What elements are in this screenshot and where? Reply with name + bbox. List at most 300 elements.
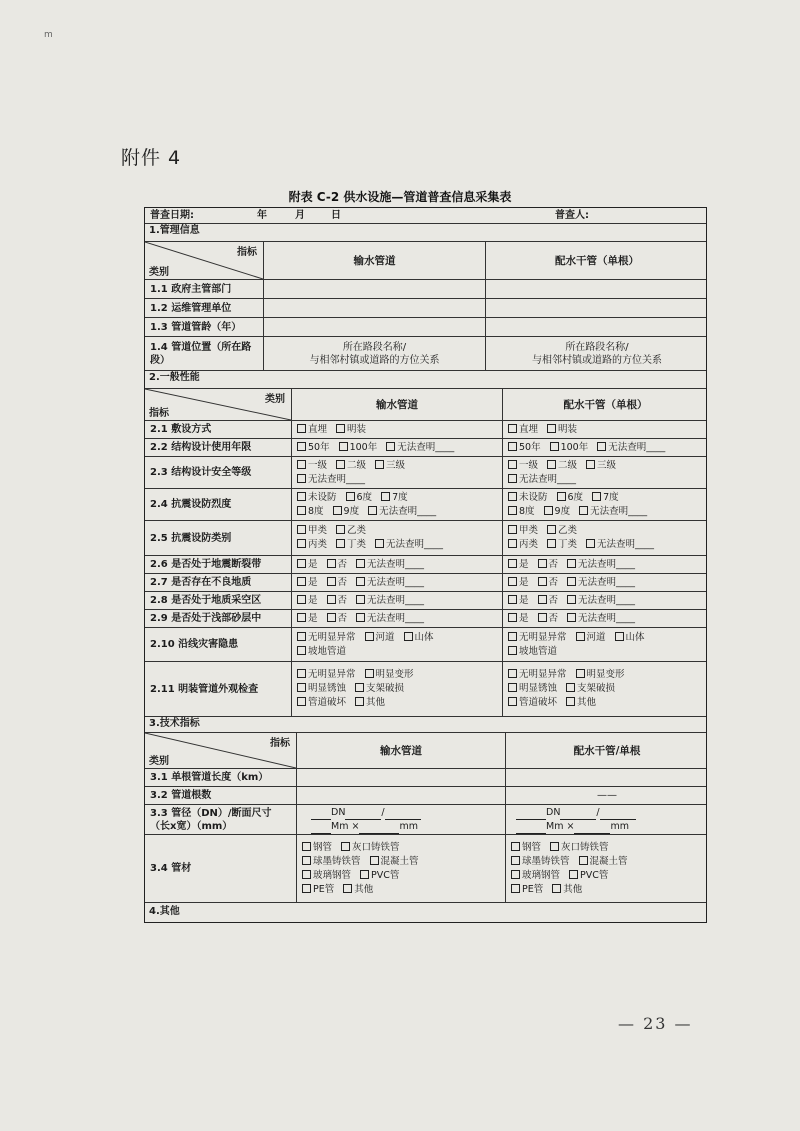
checkbox-icon[interactable] — [302, 870, 311, 879]
mm-unit: mm — [399, 820, 418, 832]
checkbox-option[interactable] — [404, 631, 434, 645]
checkbox-icon[interactable] — [327, 559, 336, 568]
checkbox-icon[interactable] — [508, 669, 517, 678]
checkbox-option[interactable] — [339, 441, 378, 455]
checkbox-label: 9度 — [343, 505, 360, 517]
form-title: 附表 C-2 供水设施—管道普查信息采集表 — [288, 190, 512, 204]
checkbox-option[interactable] — [356, 612, 424, 626]
checkbox-option[interactable] — [508, 558, 529, 572]
checkbox-option[interactable] — [567, 594, 635, 608]
form-header-row — [145, 208, 706, 224]
checkbox-label: 支架破损 — [366, 683, 405, 694]
checkbox-icon[interactable] — [355, 697, 364, 706]
dn-label: DN — [546, 806, 561, 818]
checkbox-option[interactable] — [508, 423, 538, 437]
col-b-header: 配水干管/单根 — [505, 733, 708, 768]
checkbox-label: 无明显异常 — [308, 669, 356, 680]
checkbox-option[interactable] — [511, 841, 541, 855]
checkbox-icon[interactable] — [547, 424, 556, 433]
checkbox-option[interactable] — [365, 668, 414, 682]
checkbox-icon[interactable] — [576, 632, 585, 641]
checkbox-option[interactable] — [370, 855, 419, 869]
checkbox-label: 是 — [519, 576, 529, 588]
checkbox-label: PVC管 — [371, 869, 400, 881]
corner-bottom-label: 类别 — [149, 756, 169, 767]
checkbox-label: 是 — [519, 612, 529, 624]
checkbox-icon[interactable] — [297, 559, 306, 568]
checkbox-label: 管道破坏 — [519, 697, 558, 708]
checkbox-label: 二级 — [347, 459, 367, 471]
checkbox-option[interactable] — [375, 459, 405, 473]
checkbox-icon[interactable] — [327, 595, 336, 604]
table-row — [145, 628, 706, 662]
table-row — [145, 439, 706, 457]
checkbox-icon[interactable] — [356, 559, 365, 568]
checkbox-icon[interactable] — [557, 492, 566, 501]
checkbox-icon[interactable] — [508, 442, 517, 451]
section-2-header — [145, 389, 706, 421]
checkbox-icon[interactable] — [567, 595, 576, 604]
checkbox-option[interactable] — [544, 505, 571, 519]
table-row — [145, 805, 706, 835]
checkbox-option[interactable] — [586, 459, 616, 473]
checkbox-label: 是 — [308, 594, 318, 606]
corner-top-label: 指标 — [270, 738, 290, 749]
checkbox-icon[interactable] — [370, 856, 379, 865]
checkbox-label: 甲类 — [308, 525, 328, 536]
checkbox-label: 三级 — [597, 459, 617, 471]
checkbox-option[interactable] — [356, 558, 424, 572]
checkbox-icon[interactable] — [375, 539, 384, 548]
checkbox-icon[interactable] — [538, 577, 547, 586]
checkbox-icon[interactable] — [511, 856, 520, 865]
table-row — [145, 337, 706, 371]
checkbox-icon[interactable] — [297, 632, 306, 641]
options-cell-b — [502, 489, 708, 520]
checkbox-icon[interactable] — [538, 595, 547, 604]
checkbox-icon[interactable] — [511, 870, 520, 879]
checkbox-option[interactable] — [508, 631, 567, 645]
checkbox-option[interactable] — [333, 505, 360, 519]
table-row — [145, 299, 706, 318]
checkbox-icon[interactable] — [592, 492, 601, 501]
checkbox-option[interactable] — [508, 668, 567, 682]
checkbox-option[interactable] — [297, 612, 318, 626]
checkbox-option[interactable] — [552, 883, 582, 897]
checkbox-option[interactable] — [550, 841, 609, 855]
slash-label: / — [596, 806, 600, 818]
section-2-title-text: 2.一般性能 — [149, 372, 200, 383]
checkbox-icon[interactable] — [297, 683, 306, 692]
checkbox-icon[interactable] — [544, 506, 553, 515]
checkbox-icon[interactable] — [375, 460, 384, 469]
checkbox-option[interactable] — [297, 696, 346, 710]
checkbox-option[interactable] — [567, 558, 635, 572]
checkbox-icon[interactable] — [297, 424, 306, 433]
checkbox-option[interactable] — [566, 682, 615, 696]
checkbox-option[interactable] — [557, 491, 584, 505]
checkbox-icon[interactable] — [336, 539, 345, 548]
checkbox-option[interactable] — [297, 524, 327, 538]
material-cell-b — [505, 835, 708, 902]
checkbox-icon[interactable] — [404, 632, 413, 641]
checkbox-icon[interactable] — [297, 669, 306, 678]
checkbox-icon[interactable] — [336, 525, 345, 534]
checkbox-option[interactable] — [336, 538, 366, 552]
checkbox-icon[interactable] — [365, 632, 374, 641]
checkbox-icon[interactable] — [569, 870, 578, 879]
checkbox-label: 一级 — [519, 459, 539, 471]
checkbox-option[interactable] — [508, 576, 529, 590]
checkbox-option[interactable] — [586, 538, 654, 552]
row-label: 1.3 管道管龄（年） — [150, 321, 242, 333]
checkbox-option[interactable] — [569, 869, 608, 883]
options-cell-a — [291, 610, 502, 627]
checkbox-option[interactable] — [302, 869, 351, 883]
checkbox-label: 100年 — [560, 441, 589, 453]
checkbox-label: 丙类 — [308, 539, 328, 550]
input-cell-b[interactable] — [485, 280, 708, 298]
checkbox-icon[interactable] — [297, 506, 306, 515]
checkbox-option[interactable] — [538, 558, 559, 572]
row-label: 2.1 敷设方式 — [150, 424, 212, 435]
checkbox-icon[interactable] — [297, 442, 306, 451]
section-3-title — [145, 717, 706, 733]
dn-label: DN — [331, 806, 346, 818]
table-row — [145, 318, 706, 337]
row-label: 2.6 是否处于地震断裂带 — [150, 559, 262, 570]
checkbox-option[interactable] — [576, 631, 606, 645]
row-label: 2.4 抗震设防烈度 — [150, 499, 232, 510]
checkbox-icon[interactable] — [566, 697, 575, 706]
checkbox-option[interactable] — [302, 855, 361, 869]
col-b-header: 配水干管（单根） — [485, 242, 708, 279]
checkbox-icon[interactable] — [386, 442, 395, 451]
checkbox-icon[interactable] — [339, 442, 348, 451]
checkbox-icon[interactable] — [508, 474, 517, 483]
input-cell-b[interactable] — [505, 769, 708, 786]
material-cell-a — [296, 835, 505, 902]
input-cell-a[interactable] — [263, 318, 485, 336]
checkbox-option[interactable] — [508, 473, 576, 487]
options-cell-a — [291, 574, 502, 591]
checkbox-option[interactable] — [297, 491, 337, 505]
checkbox-option[interactable] — [386, 441, 454, 455]
checkbox-label: 三级 — [386, 459, 406, 471]
checkbox-option[interactable] — [327, 594, 348, 608]
checkbox-icon[interactable] — [567, 577, 576, 586]
checkbox-icon[interactable] — [547, 525, 556, 534]
checkbox-icon[interactable] — [511, 884, 520, 893]
checkbox-icon[interactable] — [346, 492, 355, 501]
checkbox-label: PE管 — [313, 883, 335, 895]
checkbox-option[interactable] — [508, 645, 557, 659]
checkbox-icon[interactable] — [356, 613, 365, 622]
checkbox-icon[interactable] — [552, 884, 561, 893]
checkbox-option[interactable] — [567, 576, 635, 590]
checkbox-label: 无明显异常 — [519, 631, 567, 643]
checkbox-option[interactable] — [297, 505, 324, 519]
checkbox-option[interactable] — [336, 524, 366, 538]
checkbox-option[interactable] — [511, 869, 560, 883]
checkbox-icon[interactable] — [508, 424, 517, 433]
checkbox-icon[interactable] — [508, 460, 517, 469]
checkbox-option[interactable] — [297, 459, 327, 473]
checkbox-icon[interactable] — [586, 539, 595, 548]
checkbox-option[interactable] — [538, 576, 559, 590]
checkbox-icon[interactable] — [333, 506, 342, 515]
checkbox-icon[interactable] — [511, 842, 520, 851]
checkbox-option[interactable] — [508, 612, 529, 626]
checkbox-option[interactable] — [356, 594, 424, 608]
survey-form — [144, 207, 707, 923]
checkbox-icon[interactable] — [297, 492, 306, 501]
checkbox-icon[interactable] — [356, 595, 365, 604]
checkbox-option[interactable] — [567, 612, 635, 626]
checkbox-icon[interactable] — [327, 613, 336, 622]
checkbox-option[interactable] — [547, 524, 577, 538]
table-row — [145, 662, 706, 717]
checkbox-icon[interactable] — [327, 577, 336, 586]
page-number: — 23 — — [618, 1014, 693, 1033]
checkbox-icon[interactable] — [508, 492, 517, 501]
checkbox-icon[interactable] — [579, 506, 588, 515]
input-cell-a[interactable] — [296, 787, 505, 804]
options-cell-b — [502, 662, 708, 716]
checkbox-option[interactable] — [508, 682, 557, 696]
row-label: 3.1 单根管道长度（km） — [150, 772, 269, 783]
checkbox-label: 否 — [337, 612, 348, 624]
diameter-cell-b[interactable] — [505, 805, 708, 834]
checkbox-icon[interactable] — [508, 697, 517, 706]
checkbox-icon[interactable] — [547, 539, 556, 548]
checkbox-option[interactable] — [547, 538, 577, 552]
checkbox-label: 明装 — [347, 423, 367, 435]
checkbox-label: 否 — [548, 576, 559, 588]
checkbox-icon[interactable] — [508, 525, 517, 534]
checkbox-label: PE管 — [522, 883, 544, 895]
checkbox-label: 无法查明____ — [597, 539, 655, 550]
checkbox-option[interactable] — [297, 538, 327, 552]
location-hint-a2: 与相邻村镇或道路的方位关系 — [309, 354, 440, 366]
checkbox-option[interactable] — [297, 594, 318, 608]
checkbox-option[interactable] — [368, 505, 436, 519]
checkbox-icon[interactable] — [538, 559, 547, 568]
checkbox-label: 是 — [308, 612, 318, 624]
checkbox-option[interactable] — [508, 538, 538, 552]
checkbox-icon[interactable] — [297, 539, 306, 548]
checkbox-option[interactable] — [615, 631, 645, 645]
checkbox-option[interactable] — [297, 682, 346, 696]
checkbox-option[interactable] — [297, 668, 356, 682]
checkbox-option[interactable] — [508, 459, 538, 473]
checkbox-icon[interactable] — [550, 442, 559, 451]
checkbox-icon[interactable] — [381, 492, 390, 501]
checkbox-option[interactable] — [375, 538, 443, 552]
checkbox-label: 无法查明____ — [367, 594, 425, 606]
checkbox-icon[interactable] — [297, 595, 306, 604]
checkbox-option[interactable] — [346, 491, 373, 505]
corner-top-label: 类别 — [265, 394, 285, 405]
location-hint-b2: 与相邻村镇或道路的方位关系 — [532, 354, 662, 366]
checkbox-icon[interactable] — [576, 669, 585, 678]
checkbox-label: 明装 — [558, 423, 578, 435]
checkbox-option[interactable] — [297, 576, 318, 590]
options-cell-b — [502, 610, 708, 627]
table-row — [145, 280, 706, 299]
checkbox-label: 河道 — [375, 631, 395, 643]
row-label: 2.10 沿线灾害隐患 — [150, 639, 239, 650]
checkbox-option[interactable] — [302, 883, 334, 897]
checkbox-icon[interactable] — [567, 613, 576, 622]
checkbox-icon[interactable] — [297, 697, 306, 706]
checkbox-option[interactable] — [343, 883, 373, 897]
checkbox-icon[interactable] — [343, 884, 352, 893]
checkbox-option[interactable] — [360, 869, 399, 883]
checkbox-option[interactable] — [355, 696, 385, 710]
checkbox-option[interactable] — [327, 612, 348, 626]
checkbox-option[interactable] — [538, 612, 559, 626]
checkbox-icon[interactable] — [360, 870, 369, 879]
checkbox-icon[interactable] — [365, 669, 374, 678]
checkbox-icon[interactable] — [297, 646, 306, 655]
checkbox-option[interactable] — [297, 473, 365, 487]
checkbox-icon[interactable] — [550, 842, 559, 851]
checkbox-label: 7度 — [392, 491, 408, 503]
location-hint-b1: 所在路段名称/ — [565, 341, 629, 353]
checkbox-option[interactable] — [508, 505, 535, 519]
checkbox-option[interactable] — [365, 631, 395, 645]
checkbox-option[interactable] — [508, 441, 541, 455]
checkbox-icon[interactable] — [567, 559, 576, 568]
checkbox-option[interactable] — [508, 524, 538, 538]
options-cell-a — [291, 421, 502, 438]
checkbox-option[interactable] — [592, 491, 619, 505]
checkbox-icon[interactable] — [508, 595, 517, 604]
checkbox-option[interactable] — [576, 668, 625, 682]
checkbox-icon[interactable] — [597, 442, 606, 451]
checkbox-icon[interactable] — [508, 613, 517, 622]
checkbox-option[interactable] — [327, 558, 348, 572]
section-1-title-text: 1.管理信息 — [149, 225, 200, 236]
checkbox-icon[interactable] — [336, 424, 345, 433]
checkbox-label: 丁类 — [558, 539, 578, 550]
input-cell-b[interactable] — [485, 318, 708, 336]
checkbox-icon[interactable] — [538, 613, 547, 622]
checkbox-option[interactable] — [547, 459, 577, 473]
col-a-header: 输水管道 — [291, 389, 502, 420]
input-cell-a[interactable] — [263, 299, 485, 317]
checkbox-option[interactable] — [297, 441, 330, 455]
checkbox-label: 无明显异常 — [519, 669, 567, 680]
checkbox-option[interactable] — [355, 682, 404, 696]
checkbox-option[interactable] — [297, 631, 356, 645]
checkbox-option[interactable] — [550, 441, 589, 455]
checkbox-option[interactable] — [356, 576, 424, 590]
checkbox-icon[interactable] — [508, 539, 517, 548]
input-cell-a[interactable] — [296, 769, 505, 786]
checkbox-option[interactable] — [508, 491, 548, 505]
checkbox-icon[interactable] — [297, 613, 306, 622]
checkbox-icon[interactable] — [508, 632, 517, 641]
checkbox-option[interactable] — [579, 505, 647, 519]
checkbox-icon[interactable] — [586, 460, 595, 469]
checkbox-option[interactable] — [297, 558, 318, 572]
input-cell-a[interactable] — [263, 337, 485, 370]
checkbox-option[interactable] — [341, 841, 400, 855]
checkbox-option[interactable] — [566, 696, 596, 710]
checkbox-icon[interactable] — [615, 632, 624, 641]
checkbox-option[interactable] — [297, 423, 327, 437]
checkbox-option[interactable] — [508, 594, 529, 608]
checkbox-option[interactable] — [381, 491, 408, 505]
checkbox-icon[interactable] — [297, 460, 306, 469]
checkbox-option[interactable] — [511, 883, 543, 897]
checkbox-icon[interactable] — [302, 842, 311, 851]
checkbox-label: 无法查明____ — [608, 441, 666, 453]
checkbox-label: 管道破坏 — [308, 697, 347, 708]
checkbox-label: 是 — [308, 558, 318, 570]
checkbox-icon[interactable] — [297, 577, 306, 586]
checkbox-option[interactable] — [579, 855, 628, 869]
input-cell-b[interactable]: —— — [505, 787, 708, 804]
checkbox-icon[interactable] — [341, 842, 350, 851]
checkbox-icon[interactable] — [508, 683, 517, 692]
table-row — [145, 835, 706, 903]
checkbox-icon[interactable] — [368, 506, 377, 515]
checkbox-option[interactable] — [508, 696, 557, 710]
checkbox-label: 否 — [337, 558, 348, 570]
input-cell-b[interactable] — [485, 337, 708, 370]
checkbox-icon[interactable] — [336, 460, 345, 469]
checkbox-option[interactable] — [336, 459, 366, 473]
checkbox-option[interactable] — [597, 441, 665, 455]
checkbox-option[interactable] — [547, 423, 577, 437]
checkbox-icon[interactable] — [547, 460, 556, 469]
checkbox-label: 甲类 — [519, 525, 539, 536]
checkbox-label: 山体 — [625, 631, 645, 643]
checkbox-icon[interactable] — [579, 856, 588, 865]
checkbox-label: 坡地管道 — [519, 645, 558, 657]
checkbox-icon[interactable] — [302, 856, 311, 865]
row-label: 2.11 明装管道外观检查 — [150, 683, 259, 695]
checkbox-icon[interactable] — [566, 683, 575, 692]
checkbox-icon[interactable] — [302, 884, 311, 893]
checkbox-icon[interactable] — [508, 646, 517, 655]
table-row — [145, 769, 706, 787]
options-cell-a — [291, 489, 502, 520]
checkbox-icon[interactable] — [297, 474, 306, 483]
checkbox-option[interactable] — [302, 841, 332, 855]
input-cell-b[interactable] — [485, 299, 708, 317]
checkbox-label: 钢管 — [522, 841, 542, 853]
checkbox-option[interactable] — [297, 645, 346, 659]
diameter-cell-a[interactable] — [296, 805, 505, 834]
checkbox-icon[interactable] — [508, 506, 517, 515]
checkbox-icon[interactable] — [356, 577, 365, 586]
checkbox-icon[interactable] — [508, 559, 517, 568]
checkbox-option[interactable] — [538, 594, 559, 608]
checkbox-option[interactable] — [336, 423, 366, 437]
checkbox-icon[interactable] — [508, 577, 517, 586]
checkbox-label: 丁类 — [347, 539, 367, 550]
section-2-title — [145, 371, 706, 389]
checkbox-icon[interactable] — [297, 525, 306, 534]
checkbox-option[interactable] — [327, 576, 348, 590]
checkbox-option[interactable] — [511, 855, 570, 869]
checkbox-icon[interactable] — [355, 683, 364, 692]
input-cell-a[interactable] — [263, 280, 485, 298]
